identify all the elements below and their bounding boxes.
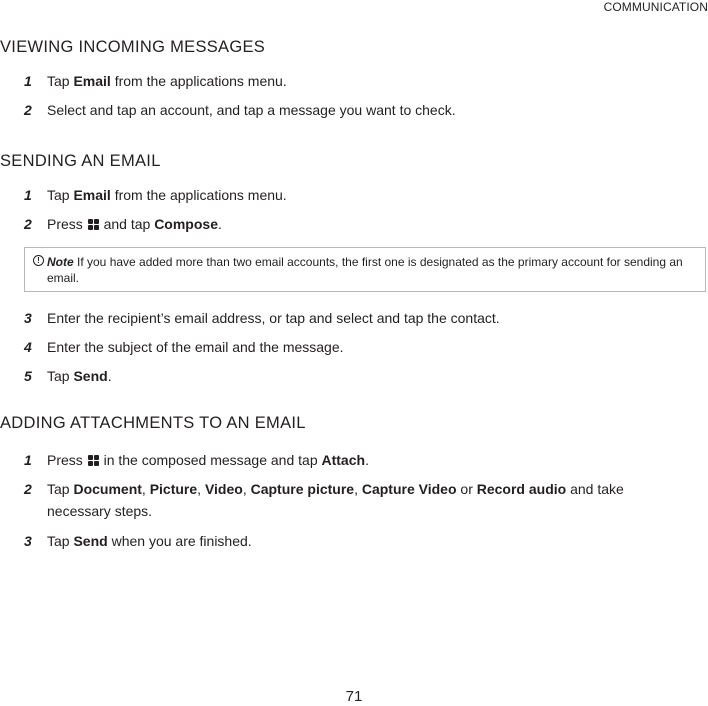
ui-term: Picture <box>149 481 198 497</box>
ui-term: Record audio <box>476 481 567 497</box>
ui-term: Compose <box>154 216 218 232</box>
section-title-attachments: ADDING ATTACHMENTS TO AN EMAIL <box>0 414 306 432</box>
section-title-viewing: VIEWING INCOMING MESSAGES <box>0 38 266 56</box>
ui-term: Attach <box>321 452 366 468</box>
step-text: Tap Send. <box>47 368 112 384</box>
ui-term: Email <box>73 187 111 203</box>
ui-term: Capture Video <box>361 481 457 497</box>
step-text: Enter the subject of the email and the message. <box>47 339 344 355</box>
step-number: 4 <box>24 339 32 355</box>
step-text: Tap Email from the applications menu. <box>47 187 287 203</box>
page-number: 71 <box>345 688 363 705</box>
step-text: Tap Document, Picture, Video, Capture picture, Capture Video or Record audio and take necessary steps. <box>47 481 624 519</box>
info-icon: ! <box>33 255 44 266</box>
step-text: Enter the recipient’s email address, or tap and select and tap the contact. <box>47 310 500 326</box>
step-text: Press and tap Compose. <box>47 216 222 232</box>
step-number: 1 <box>24 452 32 468</box>
note-label: Note <box>47 255 74 269</box>
running-header: COMMUNICATION <box>603 0 708 14</box>
note-text: Note If you have added more than two email accounts, the first one is designated as the primary account for sending an email. <box>47 255 683 285</box>
step-number: 1 <box>24 187 32 203</box>
step-number: 2 <box>24 102 32 118</box>
menu-grid-icon <box>88 219 99 230</box>
step-text: Select and tap an account, and tap a message you want to check. <box>47 102 456 118</box>
menu-grid-icon <box>88 455 99 466</box>
ui-term: Send <box>73 368 108 384</box>
step-number: 3 <box>24 310 32 326</box>
ui-term: Document <box>73 481 142 497</box>
ui-term: Send <box>73 533 108 549</box>
ui-term: Email <box>73 73 111 89</box>
ui-term: Capture picture <box>250 481 355 497</box>
section-title-sending: SENDING AN EMAIL <box>0 152 161 170</box>
note-box <box>24 247 706 292</box>
step-text: Press in the composed message and tap Attach. <box>47 452 369 468</box>
step-number: 2 <box>24 216 32 232</box>
step-number: 2 <box>24 481 32 497</box>
step-number: 5 <box>24 368 32 384</box>
step-text: Tap Send when you are finished. <box>47 533 252 549</box>
step-number: 1 <box>24 73 32 89</box>
step-number: 3 <box>24 533 32 549</box>
step-text: Tap Email from the applications menu. <box>47 73 287 89</box>
ui-term: Video <box>204 481 243 497</box>
